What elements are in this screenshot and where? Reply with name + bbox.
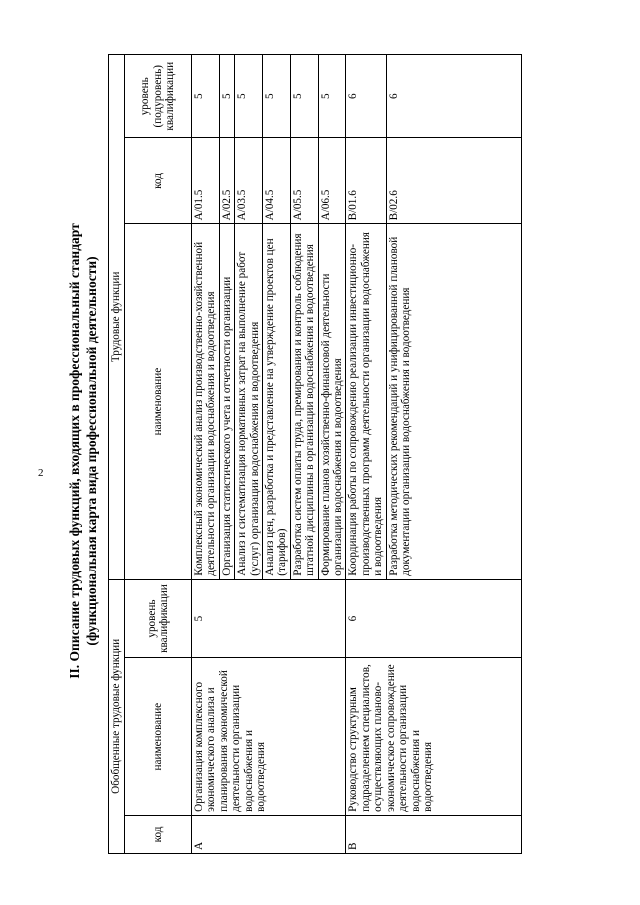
header-columns-row bbox=[125, 55, 192, 854]
gen-name: Руководство структурным подразделением специалистов, осуществляющих планово-экономическое сопровождение деятельности организации водоснабжения и водоотведения bbox=[346, 658, 521, 815]
header-group-row bbox=[109, 55, 125, 854]
function-level: 5 bbox=[290, 55, 318, 139]
function-level: 5 bbox=[219, 55, 234, 139]
header-function-code: код bbox=[125, 138, 192, 224]
function-name: Разработка методических рекомендаций и унифицированной плановой документации организации водоснабжения и водоотведения bbox=[386, 224, 521, 579]
table-row bbox=[192, 55, 220, 854]
gen-code: B bbox=[346, 815, 521, 853]
title-line-2: (функциональная карта вида профессиональной деятельности) bbox=[84, 256, 99, 646]
function-code: A/02.5 bbox=[219, 138, 234, 224]
function-level: 5 bbox=[263, 55, 291, 139]
function-level: 5 bbox=[192, 55, 220, 139]
function-code: A/04.5 bbox=[263, 138, 291, 224]
function-name: Координация работы по сопровождению реализации инвестиционно-производственных программ деятельности организации водоснабжения и водоотведения bbox=[346, 224, 386, 579]
function-name: Анализ цен, разработка и представление на утверждение проектов цен (тарифов) bbox=[263, 224, 291, 579]
function-level: 6 bbox=[386, 55, 521, 139]
function-name: Формирование планов хозяйственно-финансовой деятельности организации водоснабжения и водоотведения bbox=[318, 224, 346, 579]
header-code: код bbox=[125, 815, 192, 853]
gen-level: 6 bbox=[346, 579, 521, 658]
rotated-page-content bbox=[36, 22, 616, 880]
function-code: A/03.5 bbox=[235, 138, 263, 224]
function-code: A/01.5 bbox=[192, 138, 220, 224]
function-level: 6 bbox=[346, 55, 386, 139]
function-code: A/06.5 bbox=[318, 138, 346, 224]
header-level: уровень квалификации bbox=[125, 579, 192, 658]
function-name: Организация статистического учета и отчетности организации bbox=[219, 224, 234, 579]
gen-level: 5 bbox=[192, 579, 346, 658]
function-code: B/02.6 bbox=[386, 138, 521, 224]
function-name: Анализ и систематизация нормативных затрат на выполнение работ (услуг) организации водоснабжения и водоотведения bbox=[235, 224, 263, 579]
header-labor-functions: Трудовые функции bbox=[109, 55, 125, 580]
table-row bbox=[346, 55, 386, 854]
page-number: 2 bbox=[38, 467, 44, 479]
gen-name: Организация комплексного экономического анализа и планирования экономической деятельности организации водоснабжения и водоотведения bbox=[192, 658, 346, 815]
header-generalized-functions: Обобщенные трудовые функции bbox=[109, 579, 125, 853]
header-sublevel: уровень (подуровень) квалификации bbox=[125, 55, 192, 139]
function-level: 5 bbox=[318, 55, 346, 139]
function-code: A/05.5 bbox=[290, 138, 318, 224]
title-line-1: II. Описание трудовых функций, входящих в профессиональный стандарт bbox=[67, 223, 82, 679]
functional-map-table bbox=[108, 54, 522, 854]
section-title bbox=[66, 22, 100, 880]
header-function-name: наименование bbox=[125, 224, 192, 579]
function-name: Разработка систем оплаты труда, премирования и контроль соблюдения штатной дисциплины в организации водоснабжения и водоотведения bbox=[290, 224, 318, 579]
header-name: наименование bbox=[125, 658, 192, 815]
function-code: B/01.6 bbox=[346, 138, 386, 224]
gen-code: A bbox=[192, 815, 346, 853]
function-name: Комплексный экономический анализ производственно-хозяйственной деятельности организации водоснабжения и водоотведения bbox=[192, 224, 220, 579]
function-level: 5 bbox=[235, 55, 263, 139]
